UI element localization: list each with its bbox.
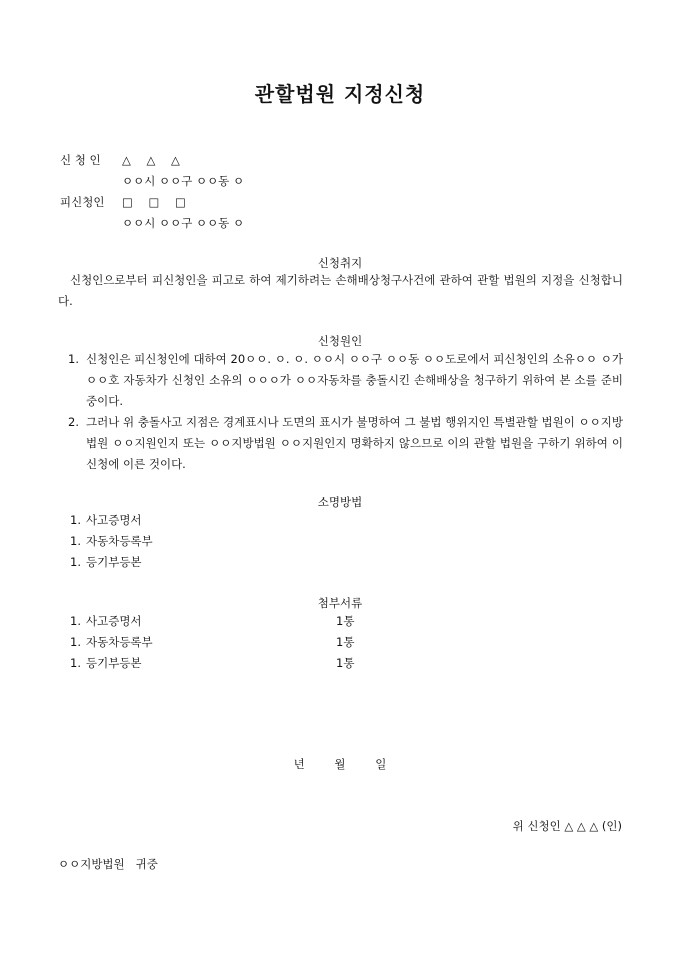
attachment-number: 1. <box>70 614 81 628</box>
attachment-text: 등기부등본 <box>86 656 142 670</box>
evidence-text: 사고증명서 <box>86 513 142 527</box>
attachments-heading: 첨부서류 <box>317 596 363 610</box>
evidence-item <box>70 552 153 573</box>
respondent-name: □ □ □ <box>122 195 192 209</box>
reasons-list <box>58 349 623 475</box>
attachment-number: 1. <box>70 635 81 649</box>
evidence-heading: 소명방법 <box>317 495 363 509</box>
evidence-list <box>70 510 153 573</box>
reasons-heading: 신청원인 <box>317 334 363 348</box>
attachment-text: 자동차등록부 <box>86 635 153 649</box>
applicant-label: 신 청 인 <box>60 153 101 167</box>
attachment-count: 1통 <box>336 614 355 628</box>
court-addressee: ㅇㅇ지방법원 귀중 <box>58 857 158 871</box>
evidence-item <box>70 510 153 531</box>
attachments-list <box>70 611 354 674</box>
evidence-text: 자동차등록부 <box>86 534 153 548</box>
reason-number: 1. <box>68 352 79 366</box>
attachment-item <box>70 632 354 653</box>
respondent-line <box>60 194 192 210</box>
attachment-number: 1. <box>70 656 81 670</box>
evidence-number: 1. <box>70 555 81 569</box>
reason-text: 그러나 위 충돌사고 지점은 경계표시나 도면의 표시가 불명하여 그 불법 행위지인 특별관할 법원이 ㅇㅇ지방법원 ㅇㅇ지원인지 또는 ㅇㅇ지방법원 ㅇㅇ지원인지 명확하지 않으므로 이의 관할 법원을 구하기 위하여 이 신청에 이른 것이다. <box>86 415 623 471</box>
signer-line: 위 신청인 △ △ △ (인) <box>512 819 622 833</box>
attachment-item <box>70 611 354 632</box>
evidence-text: 등기부등본 <box>86 555 142 569</box>
applicant-line <box>60 152 186 168</box>
attachment-count: 1통 <box>336 635 355 649</box>
applicant-address: ㅇㅇ시 ㅇㅇ구 ㅇㅇ동 ㅇ <box>122 174 245 188</box>
date-line: 년 월 일 <box>293 757 387 771</box>
reason-item <box>58 412 623 475</box>
evidence-number: 1. <box>70 513 81 527</box>
applicant-name: △ △ △ <box>122 153 186 167</box>
attachment-text: 사고증명서 <box>86 614 142 628</box>
reason-number: 2. <box>68 415 79 429</box>
purpose-text: 신청인으로부터 피신청인을 피고로 하여 제기하려는 손해배상청구사건에 관하여 관할 법원의 지정을 신청합니다. <box>58 273 623 308</box>
reason-item <box>58 349 623 412</box>
evidence-number: 1. <box>70 534 81 548</box>
evidence-item <box>70 531 153 552</box>
respondent-address: ㅇㅇ시 ㅇㅇ구 ㅇㅇ동 ㅇ <box>122 216 245 230</box>
respondent-label: 피신청인 <box>60 195 105 209</box>
attachment-item <box>70 653 354 674</box>
reason-text: 신청인은 피신청인에 대하여 20ㅇㅇ. ㅇ. ㅇ. ㅇㅇ시 ㅇㅇ구 ㅇㅇ동 ㅇㅇ도로에서 피신청인의 소유ㅇㅇ ㅇ가 ㅇㅇ호 자동차가 신청인 소유의 ㅇㅇㅇ가 ㅇㅇ자동차를 충돌시킨 손해배상을 청구하기 위하여 본 소를 준비중이다. <box>86 352 623 408</box>
attachment-count: 1통 <box>336 656 355 670</box>
document-title: 관할법원 지정신청 <box>254 82 426 106</box>
purpose-heading: 신청취지 <box>317 256 363 270</box>
